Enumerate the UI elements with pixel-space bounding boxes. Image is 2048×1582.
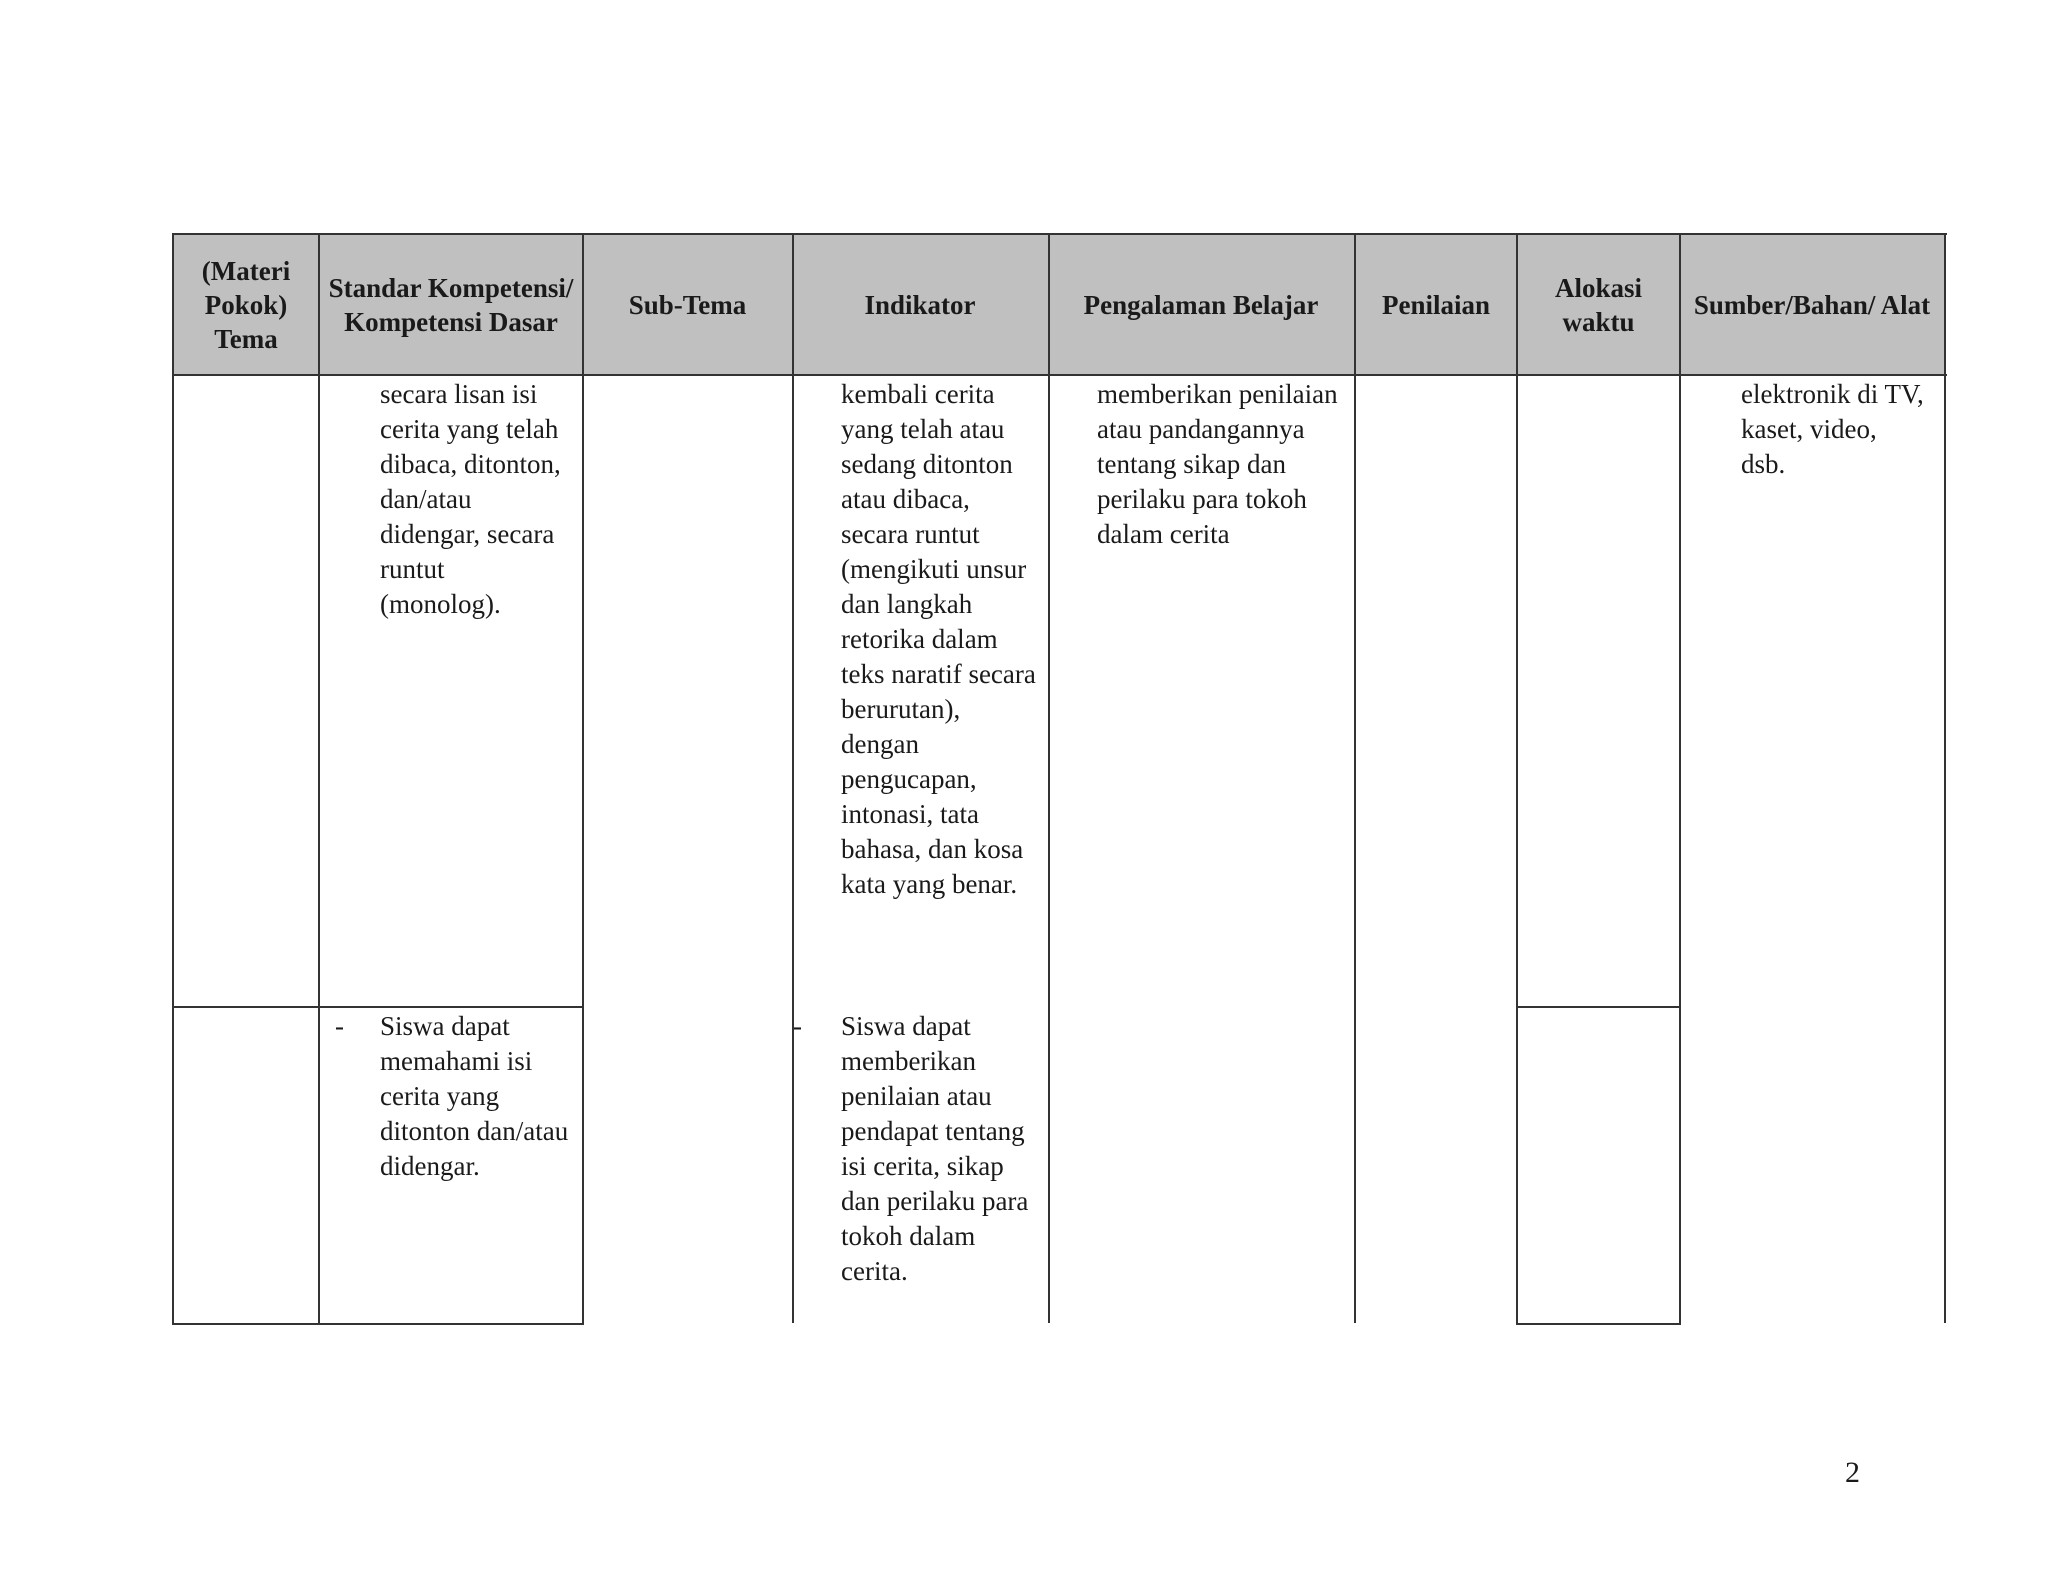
- row1-indikator-text: kembali cerita yang telah atau sedang ditonton atau dibaca, secara runtut (mengikuti unsur dan langkah retorika dalam teks naratif secara berurutan), dengan pengucapan, intonasi, tata bahasa, dan kosa kata yang benar.: [841, 379, 1036, 899]
- col-line-9: [1944, 233, 1946, 1323]
- row2-indikator-text: Siswa dapat memberikan penilaian atau pendapat tentang isi cerita, sikap dan perilaku para tokoh dalam cerita.: [841, 1011, 1029, 1286]
- page-number: 2: [1845, 1456, 1860, 1489]
- col-line-7: [1516, 233, 1518, 1325]
- row2-indikator-bullet: -: [793, 1011, 802, 1041]
- col-line-6: [1354, 233, 1356, 1323]
- row2-standar-text: Siswa dapat memahami isi cerita yang ditonton dan/atau didengar.: [380, 1011, 569, 1181]
- header-tema: (Materi Pokok) Tema: [201, 255, 291, 354]
- col-line-8: [1679, 233, 1681, 1325]
- col-line-3: [582, 233, 584, 1325]
- table-bottom-border-alokasi: [1516, 1323, 1681, 1325]
- row1-pengalaman-text: memberikan penilaian atau pandangannya tentang sikap dan perilaku para tokoh dalam cerita: [1097, 379, 1338, 549]
- row-divider-alokasi: [1516, 1006, 1681, 1008]
- col-line-2: [318, 233, 320, 1325]
- header-sub-tema: Sub-Tema: [628, 289, 747, 320]
- row-divider-left: [172, 1006, 584, 1008]
- col-line-5: [1048, 233, 1050, 1323]
- row2-standar-bullet: -: [335, 1011, 344, 1041]
- col-line-1: [172, 233, 174, 1325]
- col-line-4: [792, 233, 794, 1323]
- header-indikator: Indikator: [864, 289, 976, 320]
- header-pengalaman-belajar: Pengalaman Belajar: [1083, 289, 1319, 320]
- header-standar-kompetensi: Standar Kompetensi/ Kompetensi Dasar: [328, 272, 574, 337]
- header-alokasi-waktu: Alokasi waktu: [1554, 272, 1643, 337]
- row1-standar-text: secara lisan isi cerita yang telah dibaca, ditonton, dan/atau didengar, secara runtut (monolog).: [380, 379, 561, 619]
- table-bottom-border-left: [172, 1323, 584, 1325]
- header-penilaian: Penilaian: [1381, 289, 1490, 320]
- row1-sumber-text: elektronik di TV, kaset, video, dsb.: [1741, 379, 1924, 479]
- header-sumber-bahan-alat: Sumber/Bahan/ Alat: [1693, 289, 1931, 320]
